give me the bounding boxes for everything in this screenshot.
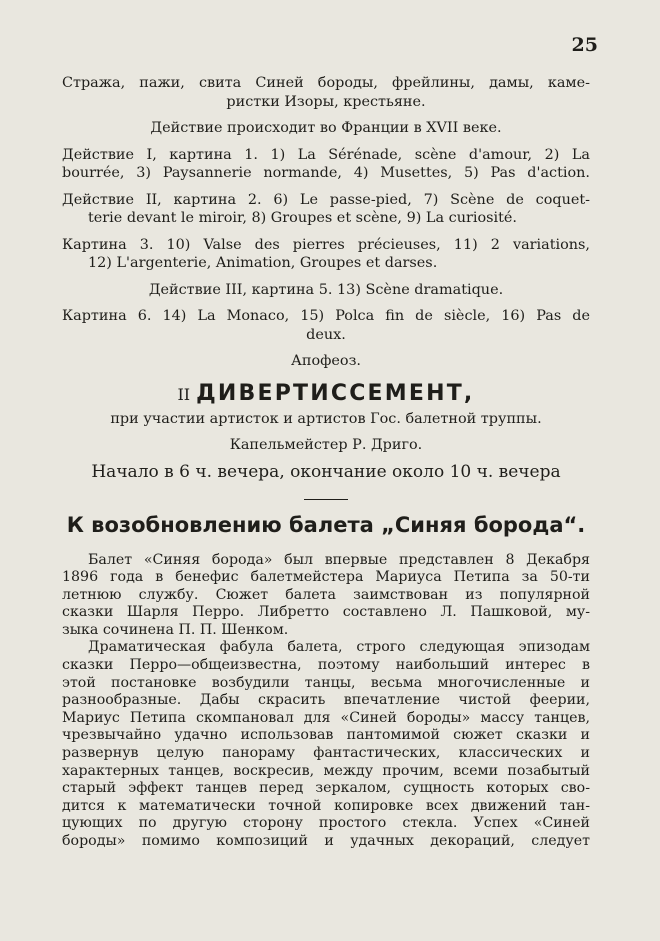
- program-line: bourrée, 3) Paysannerie normande, 4) Musettes, 5) Pas d'action.: [62, 165, 590, 181]
- program-line: deux.: [306, 326, 346, 343]
- divertissement-title: ДИВЕРТИССЕМЕНТ,: [196, 380, 475, 406]
- paragraph-line: сказки Шарля Перро. Либретто составлено Л. Пашковой, му-: [62, 604, 590, 621]
- paragraph-line: 1896 года в бенефис балетмейстера Мариуса Петипа за 50-ти: [62, 569, 590, 586]
- paragraph-line: этой постановке возбудили танцы, весьма многочисленные и: [62, 674, 590, 691]
- cast-line: Стража, пажи, свита Синей бороды, фрейлины, дамы, каме-: [62, 75, 590, 91]
- program-line: 12) L'argenterie, Animation, Groupes et darses.: [88, 255, 438, 271]
- setting-line: Действие происходит во Франции в XVII веке.: [150, 120, 502, 136]
- page-content: [62, 74, 590, 851]
- paragraph-line: сказки Перро—общеизвестна, поэтому наибольший интерес в: [62, 657, 590, 674]
- paragraph-line: старый эффект танцев перед зеркалом, сущность которых сво-: [62, 780, 590, 797]
- paragraph-line: дится к математически точной копировке всех движений тан-: [62, 797, 590, 814]
- apotheosis-line: Апофеоз.: [290, 353, 362, 369]
- paragraph-line: характерных танцев, воскресив, между прочим, всеми позабытый: [62, 762, 590, 779]
- program-line: terie devant le miroir, 8) Groupes et scène, 9) La curiosité.: [88, 210, 517, 226]
- program-line: Действие II, картина 2. 6) Le passe-pied, 7) Scène de coquet-: [62, 191, 590, 208]
- paragraph-line: Мариус Петипа скомпановал для «Синей бороды» массу танцев,: [62, 709, 590, 726]
- article-paragraph: [62, 552, 590, 640]
- program-line: Действие I, картина 1. 1) La Sérénade, scène d'amour, 2) La: [62, 146, 590, 163]
- divertissement-number: II: [177, 384, 191, 404]
- paragraph-line: разнообразные. Дабы скрасить впечатление чистой феерии,: [62, 692, 590, 709]
- paragraph-line: бороды» помимо композиций и удачных декораций, следует: [62, 833, 590, 849]
- paragraph-line: развернув целую панораму фантастических, классических и: [62, 745, 590, 762]
- paragraph-line: Драматическая фабула балета, строго следующая эпизодам: [88, 639, 590, 656]
- section-divider: [304, 499, 348, 500]
- program-line: Картина 6. 14) La Monaco, 15) Polca fin de siècle, 16) Pas de: [62, 308, 590, 324]
- article-paragraph: [62, 639, 590, 850]
- conductor-line: Капельмейстер Р. Дриго.: [229, 437, 423, 453]
- article-title: К возобновлению балета „Синяя борода“.: [66, 512, 586, 537]
- performance-time: Начало в 6 ч. вечера, окончание около 10 ч. вечера: [91, 461, 561, 482]
- paragraph-line: зыка сочинена П. П. Шенком.: [62, 621, 289, 638]
- paragraph-line: летнюю службу. Сюжет балета заимствован из популярной: [62, 586, 590, 603]
- cast-line: ристки Изоры, крестьяне.: [226, 93, 426, 110]
- program-line: Действие III, картина 5. 13) Scène dramatique.: [148, 281, 504, 298]
- page-number: 25: [571, 34, 598, 56]
- paragraph-line: Балет «Синяя борода» был впервые представлен 8 Декабря: [88, 551, 590, 568]
- paragraph-line: цующих по другую сторону простого стекла. Успех «Синей: [62, 815, 590, 832]
- participants-line: при участии артисток и артистов Гос. балетной труппы.: [110, 410, 542, 427]
- program-line: Картина 3. 10) Valse des pierres précieuses, 11) 2 variations,: [62, 236, 590, 253]
- paragraph-line: чрезвычайно удачно использовав пантомимой сюжет сказки и: [62, 727, 590, 744]
- divertissement-heading: [62, 381, 590, 406]
